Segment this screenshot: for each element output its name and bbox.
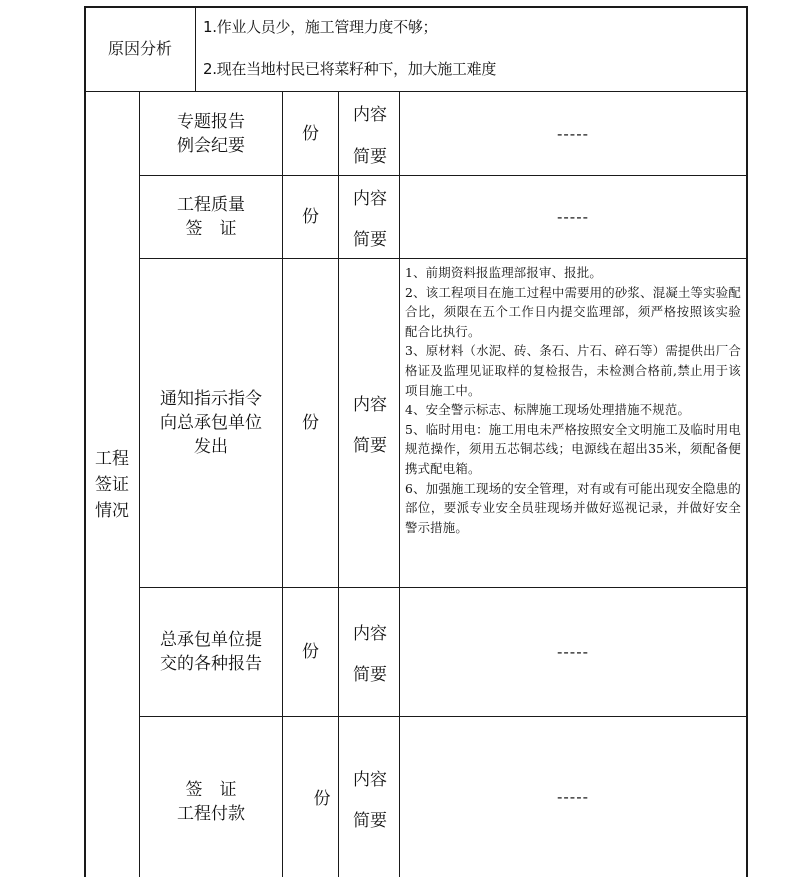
row-3-name-line-1: 通知指示指令 [160,389,262,409]
row-4-name [140,588,282,716]
row-2-name [140,176,282,258]
row-2-content-label-1: 内容 [353,189,387,209]
notice-item-4: 4、安全警示标志、标牌施工现场处理措施不规范。 [405,402,691,418]
row-5-name-line-1: 签 证 [185,780,237,800]
cause-line-1: 1.作业人员少，施工管理力度不够； [203,18,438,36]
section-label-text: 工程签证情况 [95,448,129,521]
section-label [85,92,139,877]
row-1-name-line-1: 专题报告 [177,111,245,132]
row-1-unit: 份 [302,123,319,144]
row-1-content-label-1: 内容 [353,105,387,125]
cause-label [85,7,195,91]
row-3-unit: 份 [302,413,319,433]
row-4-content-label-2: 简要 [353,665,387,685]
row-1-content-label-2: 简要 [353,147,387,167]
notice-item-5: 5、临时用电：施工用电未严格按照安全文明施工及临时用电规范操作，须用五芯铜芯线；电源线在超出35米，须配备便携式配电箱。 [405,421,741,476]
cause-label-text: 原因分析 [107,39,172,58]
row-4-name-line-2: 交的各种报告 [160,654,262,674]
row-5-name-line-2: 工程付款 [177,804,245,824]
row-2-content-label-2: 简要 [353,230,387,250]
row-2-name-line-2: 签 证 [185,219,237,239]
row-1-name-line-2: 例会纪要 [177,135,245,156]
notice-item-6: 6、加强施工现场的安全管理，对有或有可能出现安全隐患的部位，要派专业安全员驻现场并做好巡视记录，并做好安全警示措施。 [405,480,741,535]
row-5-content-label-1: 内容 [353,770,387,790]
notice-item-2: 2、该工程项目在施工过程中需要用的砂浆、混凝土等实验配合比，须限在五个工作日内提交监理部，须严格按照该实验配合比执行。 [405,284,741,339]
row-4-name-line-1: 总承包单位提 [160,630,262,650]
row-5-value: ----- [556,788,590,806]
row-4-value: ----- [556,643,590,661]
cause-divider [195,6,196,91]
row-2-name-line-1: 工程质量 [177,195,245,215]
row-3-name-line-3: 发出 [194,437,228,457]
row-3-content-label-2: 简要 [353,436,387,456]
row-2-unit: 份 [302,207,319,227]
table-border-right [746,6,748,877]
notice-item-3: 3、原材料（水泥、砖、条石、片石、碎石等）需提供出厂合格证及监理见证取样的复检报告，未检测合格前,禁止用于该项目施工中。 [405,343,741,398]
row-1-value: ----- [556,124,590,143]
row-5-unit: 份 [313,789,331,809]
row-1-name [140,92,282,175]
row-5-name [140,717,282,877]
notice-item-1: 1、前期资料报监理部报审、报批。 [405,265,602,280]
row-3-name [140,259,282,587]
row-4-unit: 份 [302,642,319,662]
row-4-content-label-1: 内容 [353,624,387,644]
row-2-value: ----- [556,208,590,226]
row-3-content-label-1: 内容 [353,395,387,415]
row-5-content-label-2: 简要 [353,811,387,831]
notice-list [405,263,741,537]
row-3-name-line-2: 向总承包单位 [160,413,262,433]
cause-line-2: 2.现在当地村民已将菜籽种下，加大施工难度 [203,60,497,78]
